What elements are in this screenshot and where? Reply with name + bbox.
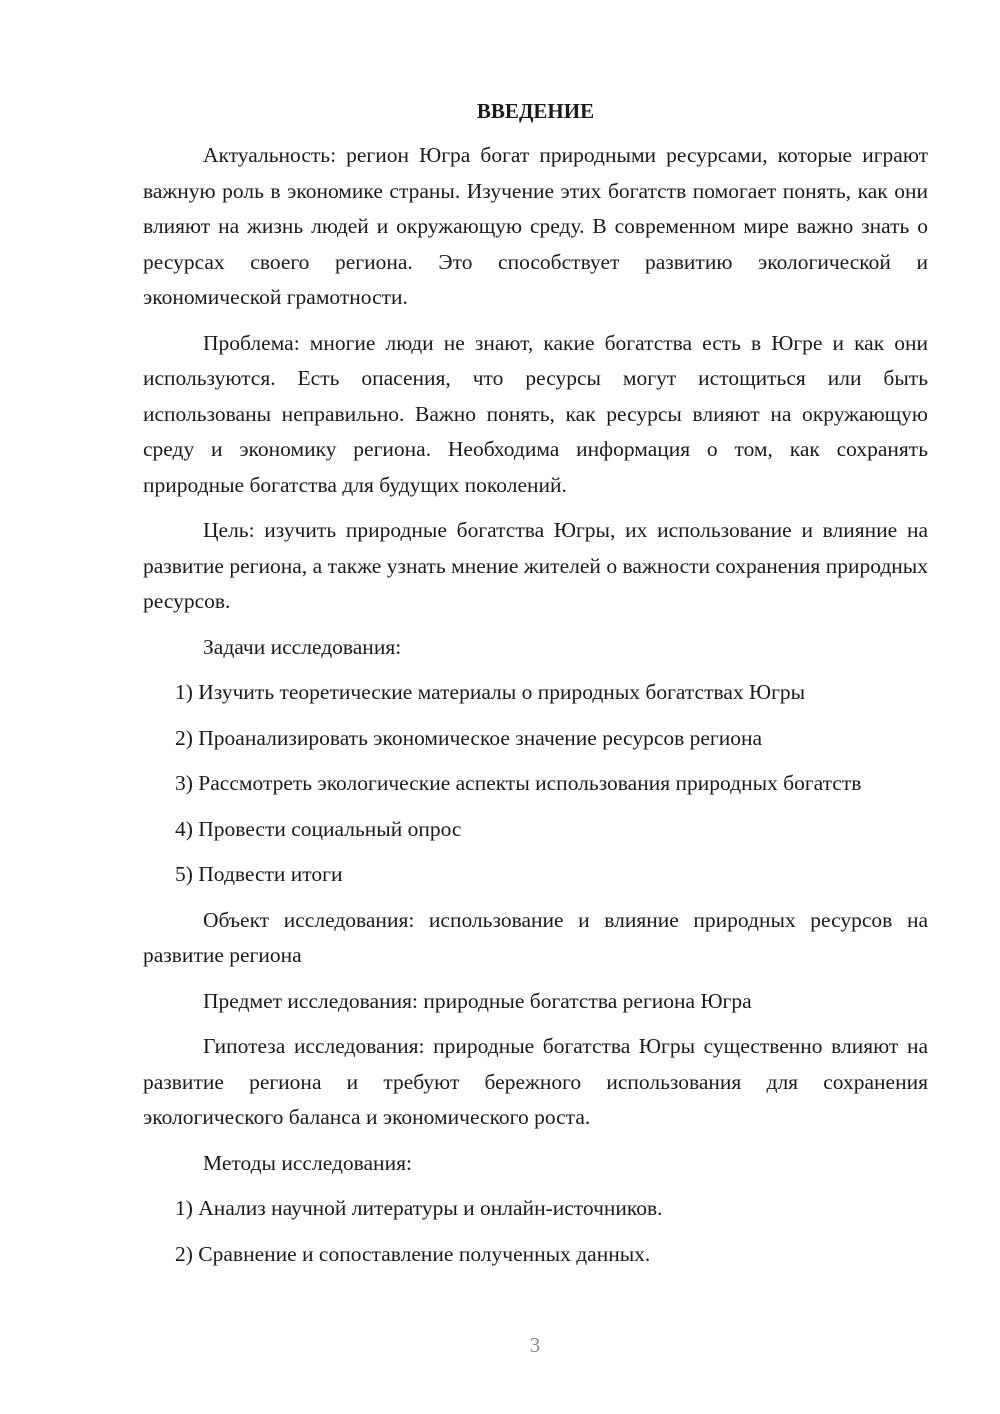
document-page bbox=[143, 96, 928, 1282]
hypothesis-paragraph: Гипотеза исследования: природные богатства Югры существенно влияют на развитие региона и требуют бережного использования для сохранения экологического баланса и экономического роста. bbox=[143, 1034, 928, 1129]
task-item-4: 4) Провести социальный опрос bbox=[175, 816, 462, 841]
task-item-5: 5) Подвести итоги bbox=[175, 862, 343, 886]
problem-paragraph: Проблема: многие люди не знают, какие богатства есть в Югре и как они используются. Есть опасения, что ресурсы могут истощиться или быть использованы неправильно. Важно понять, как ресурсы влияют на окружающую среду и экономику региона. Необходима информация о том, как сохранять природные богатства для будущих поколений. bbox=[143, 330, 928, 497]
method-item-2: 2) Сравнение и сопоставление полученных данных. bbox=[175, 1241, 651, 1266]
task-item-3: 3) Рассмотреть экологические аспекты использования природных богатств bbox=[175, 771, 862, 795]
tasks-title: Задачи исследования: bbox=[203, 634, 402, 659]
actuality-paragraph: Актуальность: регион Югра богат природными ресурсами, которые играют важную роль в экономике страны. Изучение этих богатств помогает понять, как они влияют на жизнь людей и окружающую среду. В современном мире важно знать о ресурсах своего региона. Это способствует развитию экологической и экономической грамотности. bbox=[143, 143, 928, 309]
object-paragraph: Объект исследования: использование и влияние природных ресурсов на развитие региона bbox=[143, 907, 928, 967]
methods-title: Методы исследования: bbox=[203, 1150, 412, 1175]
goal-paragraph: Цель: изучить природные богатства Югры, их использование и влияние на развитие региона, а также узнать мнение жителей о важности сохранения природных ресурсов. bbox=[143, 518, 928, 613]
section-heading: ВВЕДЕНИЕ bbox=[476, 99, 595, 123]
task-item-1: 1) Изучить теоретические материалы о природных богатствах Югры bbox=[175, 680, 806, 704]
task-item-2: 2) Проанализировать экономическое значение ресурсов региона bbox=[175, 725, 763, 750]
method-item-1: 1) Анализ научной литературы и онлайн-источников. bbox=[175, 1196, 663, 1220]
subject-paragraph: Предмет исследования: природные богатства региона Югра bbox=[203, 988, 752, 1013]
page-number: 3 bbox=[529, 1333, 541, 1357]
